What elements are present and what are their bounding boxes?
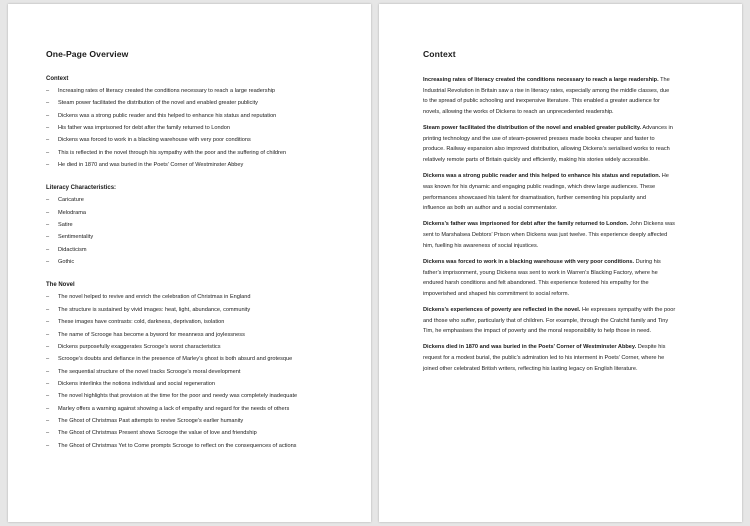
- list-item: – Didacticism: [46, 244, 335, 256]
- dash-bullet-icon: –: [46, 222, 50, 229]
- dash-bullet-icon: –: [46, 259, 50, 266]
- list-item: – These images have contrasts: cold, darkness, deprivation, isolation: [46, 316, 335, 328]
- list-item: – Dickens purposefully exaggerates Scrooge’s worst characteristics: [46, 341, 335, 353]
- context-paragraph: Increasing rates of literacy created the conditions necessary to reach a large readership. The Industrial Revolution in Britain saw a rise in literacy rates, especially among the middle classes, due to the spread of public schooling and inexpensive literature. This enabled a greater audience for novels, allowing the works of Dickens to reach an unprecedented readership.: [423, 77, 670, 115]
- dash-bullet-icon: –: [46, 246, 50, 253]
- characteristics-bullet-list: [46, 194, 335, 268]
- document-page-left: [8, 4, 371, 522]
- dash-bullet-icon: –: [46, 88, 50, 94]
- dash-bullet-icon: –: [46, 343, 50, 350]
- context-bullet-list: [46, 85, 335, 171]
- paragraph-lead: Dickens was forced to work in a blacking warehouse with very poor conditions.: [423, 258, 635, 265]
- list-item: – He died in 1870 and was buried in the Poets’ Corner of Westminster Abbey: [46, 159, 335, 171]
- list-item: – Sentimentality: [46, 231, 335, 243]
- dash-bullet-icon: –: [46, 294, 50, 301]
- novel-bullet-list: [46, 291, 335, 451]
- paragraph-lead: Dickens’s experiences of poverty are reflected in the novel.: [423, 306, 581, 313]
- context-paragraph: Dickens’s experiences of poverty are reflected in the novel. He expresses sympathy with the poor and those who suffer, particularly that of children. For example, through the Cratchit family and Tiny Tim, he emphasises the impact of poverty and the moral responsibility to help those in need.: [423, 306, 676, 335]
- list-item: – Dickens was a strong public reader and this helped to enhance his status and reputation: [46, 110, 335, 122]
- list-item: – Marley offers a warning against showing a lack of empathy and regard for the needs of others: [46, 403, 335, 415]
- paragraph-lead: Dickens’s father was imprisoned for debt after the family returned to London.: [423, 221, 629, 228]
- dash-bullet-icon: –: [46, 356, 50, 363]
- dash-bullet-icon: –: [46, 209, 50, 216]
- list-item: – Scrooge’s doubts and defiance in the presence of Marley’s ghost is both absurd and grotesque: [46, 353, 335, 365]
- dash-bullet-icon: –: [46, 442, 50, 449]
- dash-bullet-icon: –: [46, 368, 50, 375]
- context-paragraph: Steam power facilitated the distribution of the novel and enabled greater publicity. Advances in printing technology and the use of steam-powered presses made books cheaper and faster to produce. Railway expansion also improved distribution, allowing Dickens’s serialised works to reach relatively remote parts of Britain quickly and efficiently, making his stories widely accessible.: [423, 125, 673, 164]
- list-item: – Melodrama: [46, 207, 335, 219]
- paragraph-lead: Dickens was a strong public reader and this helped to enhance his status and reputation.: [423, 173, 661, 180]
- paragraph-lead: Dickens died in 1870 and was buried in the Poets’ Corner of Westminster Abbey.: [423, 344, 637, 351]
- dash-bullet-icon: –: [46, 430, 50, 437]
- context-paragraph: Dickens was a strong public reader and this helped to enhance his status and reputation. He was known for his dynamic and engaging public readings, which drew large audiences. These performances showcased his talent for dramatisation, further cementing his popularity and influence as both an author and a social commentator.: [423, 173, 669, 212]
- dash-bullet-icon: –: [46, 197, 50, 204]
- dash-bullet-icon: –: [46, 405, 50, 412]
- context-paragraph: Dickens was forced to work in a blacking warehouse with very poor conditions. During his father’s imprisonment, young Dickens was sent to work in Warren’s Blacking Factory, where he endured harsh conditions and felt abandoned. This experience fostered his empathy for the impoverished and shaped his commitment to social reform.: [423, 258, 661, 297]
- document-page-right: [379, 4, 742, 522]
- list-item: – The Ghost of Christmas Past attempts to revive Scrooge’s earlier humanity: [46, 415, 335, 427]
- section-heading-the-novel: The Novel: [46, 282, 75, 289]
- dash-bullet-icon: –: [46, 331, 50, 338]
- list-item: – The novel helped to revive and enrich the celebration of Christmas in England: [46, 291, 335, 303]
- dash-bullet-icon: –: [46, 137, 50, 144]
- list-item: – The Ghost of Christmas Present shows Scrooge the value of love and friendship: [46, 427, 335, 439]
- list-item: – The sequential structure of the novel tracks Scrooge’s moral development: [46, 366, 335, 378]
- page-title: Context: [423, 49, 456, 59]
- context-paragraph: Dickens died in 1870 and was buried in the Poets’ Corner of Westminster Abbey. Despite his request for a modest burial, the public’s admiration led to his interment in Poets’ Corner, where he joined other celebrated British writers, reflecting his lasting legacy on English literature.: [423, 344, 666, 372]
- dash-bullet-icon: –: [46, 100, 50, 107]
- dash-bullet-icon: –: [46, 306, 50, 313]
- list-item: – The name of Scrooge has become a byword for meanness and joylessness: [46, 329, 335, 341]
- paragraph-lead: Steam power facilitated the distribution of the novel and enabled greater publicity.: [423, 125, 642, 132]
- list-item: – The novel highlights that provision at the time for the poor and needy was completely inadequate: [46, 390, 335, 402]
- paragraph-lead: Increasing rates of literacy created the conditions necessary to reach a large readership.: [423, 77, 659, 83]
- dash-bullet-icon: –: [46, 162, 50, 169]
- list-item: – Increasing rates of literacy created the conditions necessary to reach a large readership: [46, 85, 335, 97]
- list-item: – Caricature: [46, 194, 335, 206]
- list-item: – The Ghost of Christmas Yet to Come prompts Scrooge to reflect on the consequences of actions: [46, 440, 335, 452]
- dash-bullet-icon: –: [46, 112, 50, 119]
- dash-bullet-icon: –: [46, 393, 50, 400]
- list-item: – This is reflected in the novel through his sympathy with the poor and the suffering of children: [46, 147, 335, 159]
- section-heading-literacy-characteristics: Literacy Characteristics:: [46, 185, 117, 192]
- list-item: – Gothic: [46, 256, 335, 268]
- list-item: – Satire: [46, 219, 335, 231]
- dash-bullet-icon: –: [46, 417, 50, 424]
- list-item: – The structure is sustained by vivid images: heat, light, abundance, community: [46, 304, 335, 316]
- list-item: – His father was imprisoned for debt after the family returned to London: [46, 122, 335, 134]
- list-item: – Steam power facilitated the distribution of the novel and enabled greater publicity: [46, 97, 335, 109]
- section-heading-context: Context: [46, 76, 69, 82]
- list-item: – Dickens interlinks the notions individual and social regeneration: [46, 378, 335, 390]
- page-title: One-Page Overview: [46, 49, 129, 59]
- dash-bullet-icon: –: [46, 125, 50, 132]
- dash-bullet-icon: –: [46, 380, 50, 387]
- dash-bullet-icon: –: [46, 149, 50, 156]
- list-item: – Dickens was forced to work in a blacking warehouse with very poor conditions: [46, 134, 335, 146]
- dash-bullet-icon: –: [46, 234, 50, 241]
- dash-bullet-icon: –: [46, 319, 50, 326]
- context-paragraph: Dickens’s father was imprisoned for debt after the family returned to London. John Dickens was sent to Marshalsea Debtors’ Prison when Dickens was just twelve. This experience deeply affected him, fuelling his awareness of social injustices.: [423, 221, 675, 249]
